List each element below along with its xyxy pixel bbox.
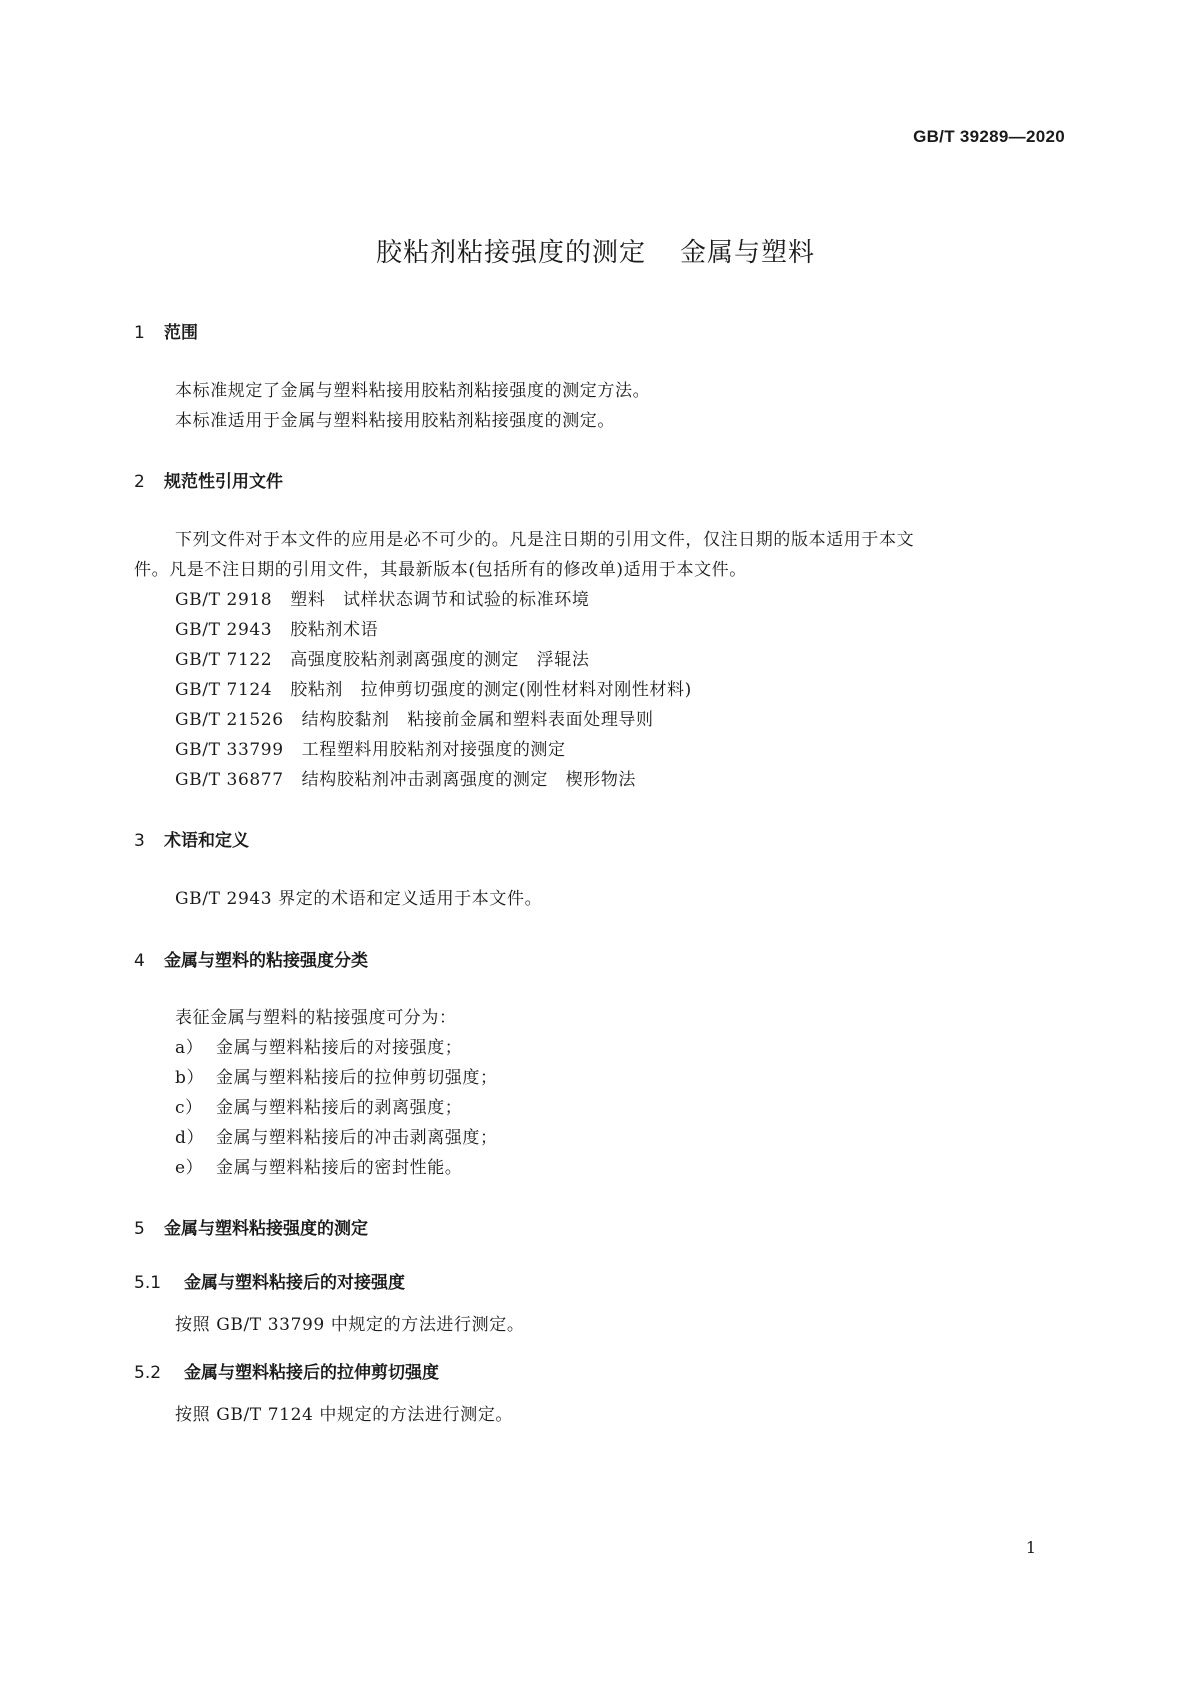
reference-title: 胶粘剂术语: [290, 620, 379, 640]
reference-title: 结构胶黏剂 粘接前金属和塑料表面处理导则: [301, 710, 654, 730]
classification-intro: 表征金属与塑料的粘接强度可分为：: [175, 1008, 457, 1028]
list-marker: b）: [175, 1068, 205, 1088]
scope-paragraph-2: 本标准适用于金属与塑料粘接用胶粘剂粘接强度的测定。: [175, 411, 615, 431]
list-text: 金属与塑料粘接后的拉伸剪切强度；: [216, 1068, 498, 1088]
list-text: 金属与塑料粘接后的冲击剥离强度；: [216, 1128, 498, 1148]
reference-item: [175, 645, 589, 670]
reference-code: GB/T 21526: [175, 710, 284, 730]
reference-title: 结构胶粘剂冲击剥离强度的测定 楔形物法: [301, 770, 637, 790]
section-number: 4: [134, 951, 145, 971]
reference-code: GB/T 36877: [175, 770, 284, 790]
reference-item: [175, 675, 692, 700]
section-5-1-heading: [134, 1268, 405, 1293]
section-title: 规范性引用文件: [164, 472, 283, 492]
reference-title: 塑料 试样状态调节和试验的标准环境: [290, 590, 590, 610]
list-item: [175, 1093, 462, 1118]
list-text: 金属与塑料粘接后的剥离强度；: [216, 1098, 463, 1118]
references-intro-line-1: 下列文件对于本文件的应用是必不可少的。凡是注日期的引用文件，仅注日期的版本适用于本文: [175, 530, 915, 550]
list-item: [175, 1063, 498, 1088]
list-marker: d）: [175, 1128, 205, 1148]
title-sub: 金属与塑料: [680, 238, 816, 268]
list-marker: a）: [175, 1038, 204, 1058]
reference-title: 高强度胶粘剂剥离强度的测定 浮辊法: [290, 650, 590, 670]
section-5-2-heading: [134, 1358, 439, 1383]
terms-paragraph: GB/T 2943 界定的术语和定义适用于本文件。: [175, 889, 543, 909]
section-number: 2: [134, 472, 145, 492]
list-text: 金属与塑料粘接后的对接强度；: [216, 1038, 463, 1058]
reference-code: GB/T 33799: [175, 740, 284, 760]
section-title: 术语和定义: [164, 831, 249, 851]
document-title: [0, 232, 1191, 269]
section-5-1-paragraph: 按照 GB/T 33799 中规定的方法进行测定。: [175, 1315, 525, 1335]
reference-code: GB/T 2918: [175, 590, 273, 610]
section-2-heading: [134, 467, 283, 492]
section-1-heading: [134, 318, 198, 343]
section-number: 5.2: [134, 1363, 162, 1383]
page-number: 1: [1025, 1538, 1036, 1557]
section-title: 金属与塑料的粘接强度分类: [164, 951, 368, 971]
reference-item: [175, 765, 636, 790]
list-item: [175, 1033, 462, 1058]
reference-item: [175, 735, 566, 760]
section-title: 金属与塑料粘接后的拉伸剪切强度: [184, 1363, 439, 1383]
reference-code: GB/T 7122: [175, 650, 273, 670]
list-marker: c）: [175, 1098, 203, 1118]
section-3-heading: [134, 826, 249, 851]
section-title: 范围: [164, 323, 198, 343]
scope-paragraph-1: 本标准规定了金属与塑料粘接用胶粘剂粘接强度的测定方法。: [175, 381, 651, 401]
list-item: [175, 1123, 498, 1148]
reference-item: [175, 615, 378, 640]
standard-code: GB/T 39289—2020: [913, 127, 1065, 146]
title-main: 胶粘剂粘接强度的测定: [375, 238, 646, 268]
reference-title: 工程塑料用胶粘剂对接强度的测定: [301, 740, 566, 760]
section-5-heading: [134, 1214, 368, 1239]
reference-item: [175, 705, 654, 730]
section-title: 金属与塑料粘接强度的测定: [164, 1219, 368, 1239]
references-intro-line-2: 件。凡是不注日期的引用文件，其最新版本(包括所有的修改单)适用于本文件。: [134, 560, 747, 580]
reference-code: GB/T 7124: [175, 680, 273, 700]
reference-code: GB/T 2943: [175, 620, 273, 640]
section-4-heading: [134, 946, 368, 971]
section-title: 金属与塑料粘接后的对接强度: [184, 1273, 405, 1293]
list-marker: e）: [175, 1158, 204, 1178]
reference-title: 胶粘剂 拉伸剪切强度的测定(刚性材料对刚性材料): [290, 680, 692, 700]
section-number: 1: [134, 323, 145, 343]
list-text: 金属与塑料粘接后的密封性能。: [216, 1158, 463, 1178]
section-number: 5: [134, 1219, 145, 1239]
list-item: [175, 1153, 462, 1178]
section-number: 5.1: [134, 1273, 162, 1293]
section-number: 3: [134, 831, 145, 851]
reference-item: [175, 585, 589, 610]
section-5-2-paragraph: 按照 GB/T 7124 中规定的方法进行测定。: [175, 1405, 514, 1425]
